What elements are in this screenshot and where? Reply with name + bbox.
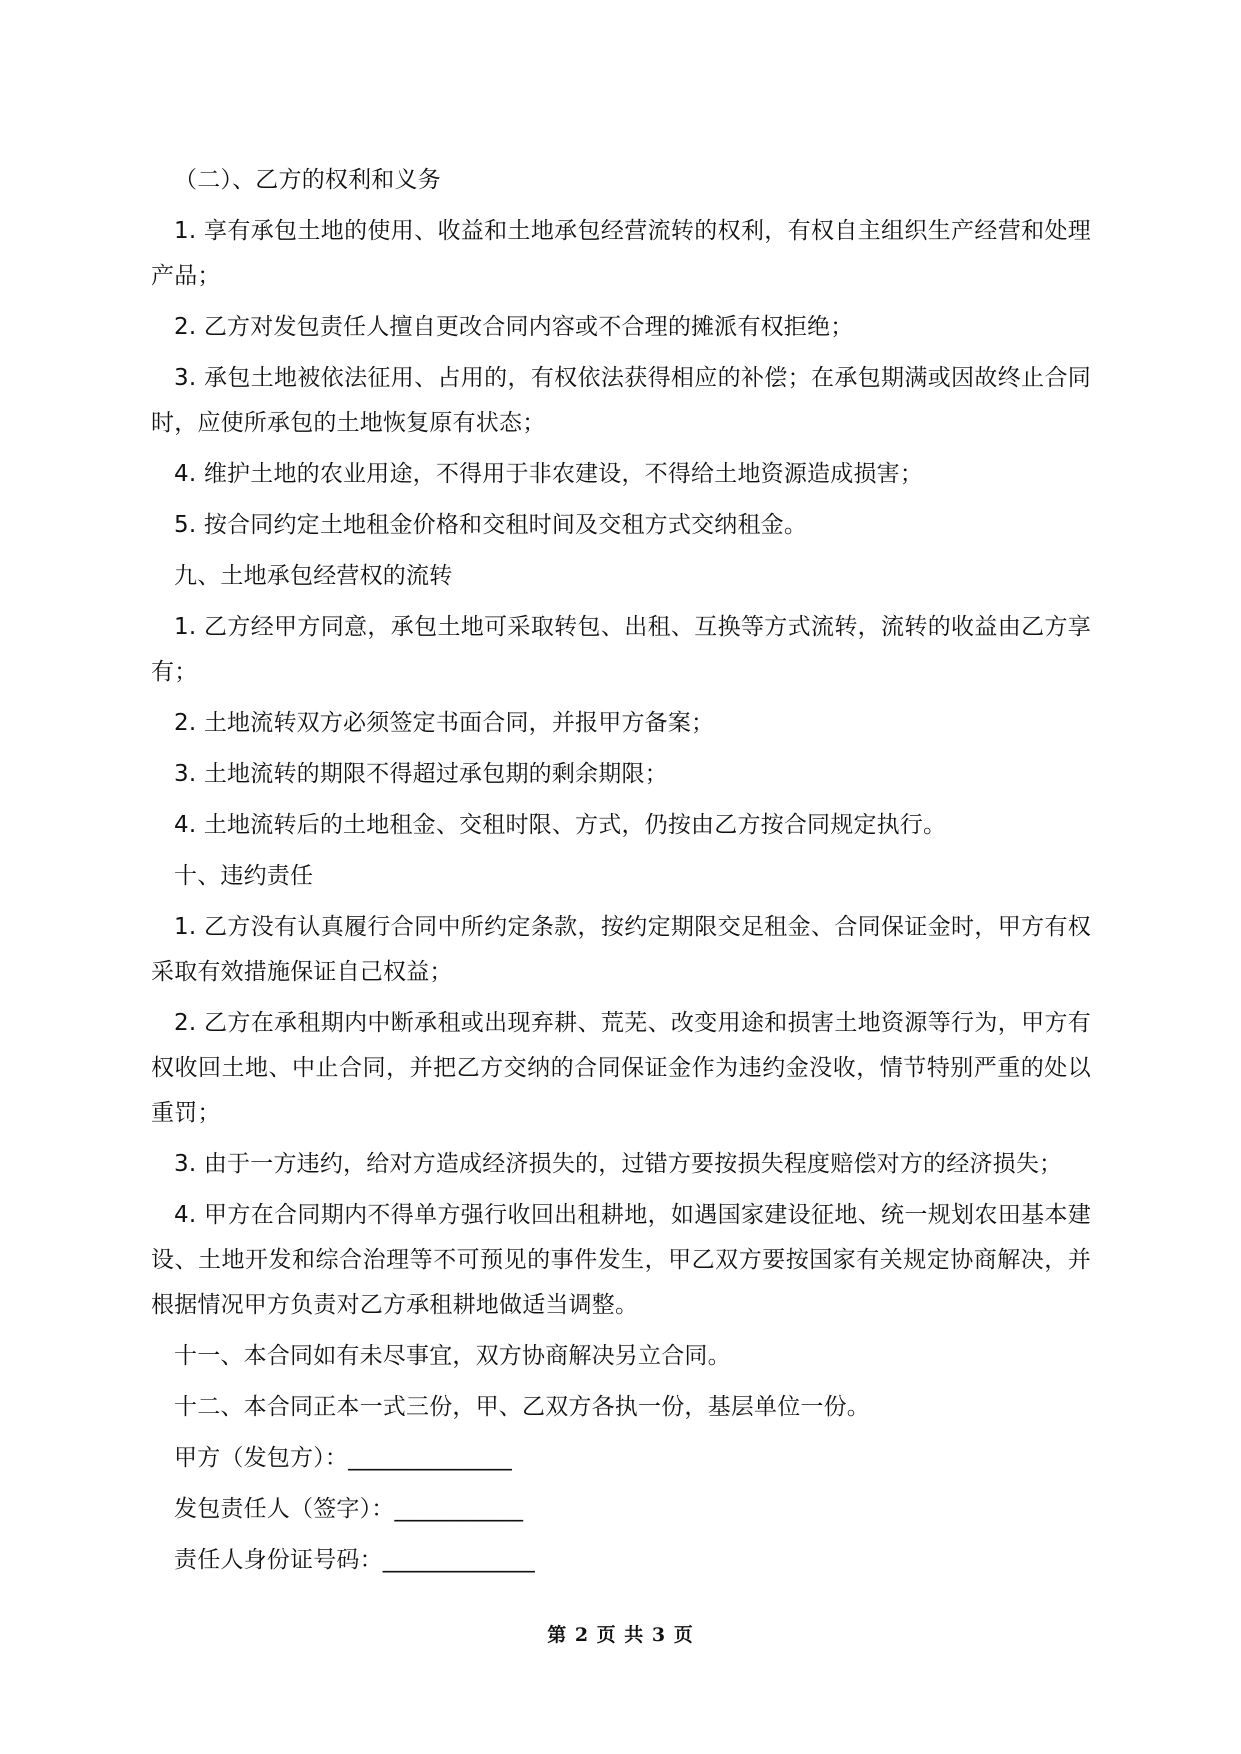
signature-id-number: 责任人身份证号码：_____________ — [174, 1547, 535, 1573]
clause-paragraph: 4. 甲方在合同期内不得单方强行收回出租耕地，如遇国家建设征地、统一规划农田基本建设、土地开发和综合治理等不可预见的事件发生，甲乙双方要按国家有关规定协商解决，并根据情况甲方负责对乙方承租耕地做适当调整。 — [151, 1202, 1091, 1318]
clause-paragraph: 5. 按合同约定土地租金价格和交租时间及交租方式交纳租金。 — [174, 512, 808, 538]
clause-paragraph: 4. 维护土地的农业用途，不得用于非农建设，不得给土地资源造成损害； — [174, 461, 924, 487]
clause-paragraph: 1. 乙方没有认真履行合同中所约定条款，按约定期限交足租金、合同保证金时，甲方有权采取有效措施保证自己权益； — [151, 914, 1091, 985]
clause-paragraph: 2. 乙方对发包责任人擅自更改合同内容或不合理的摊派有权拒绝； — [174, 314, 854, 340]
clause-paragraph: 2. 土地流转双方必须签定书面合同，并报甲方备案； — [174, 710, 715, 736]
section-heading-party-b-rights: （二）、乙方的权利和义务 — [174, 167, 441, 193]
clause-paragraph: 3. 土地流转的期限不得超过承包期的剩余期限； — [174, 761, 668, 787]
clause-paragraph: 1. 享有承包土地的使用、收益和土地承包经营流转的权利，有权自主组织生产经营和处理产品； — [151, 218, 1091, 289]
section-heading-breach: 十、违约责任 — [174, 863, 314, 889]
section-eleven: 十一、本合同如有未尽事宜，双方协商解决另立合同。 — [174, 1343, 731, 1369]
contract-body — [151, 158, 1091, 1589]
section-twelve: 十二、本合同正本一式三份，甲、乙双方各执一份，基层单位一份。 — [174, 1394, 870, 1420]
page-number-footer: 第 2 页 共 3 页 — [547, 1624, 694, 1646]
clause-paragraph: 4. 土地流转后的土地租金、交租时限、方式，仍按由乙方按合同规定执行。 — [174, 812, 947, 838]
clause-paragraph: 3. 由于一方违约，给对方造成经济损失的，过错方要按损失程度赔偿对方的经济损失； — [174, 1151, 1063, 1177]
clause-paragraph: 2. 乙方在承租期内中断承租或出现弃耕、荒芜、改变用途和损害土地资源等行为，甲方有权收回土地、中止合同，并把乙方交纳的合同保证金作为违约金没收，情节特别严重的处以重罚； — [151, 1010, 1091, 1126]
section-heading-transfer: 九、土地承包经营权的流转 — [174, 563, 453, 589]
clause-paragraph: 3. 承包土地被依法征用、占用的，有权依法获得相应的补偿；在承包期满或因故终止合同时，应使所承包的土地恢复原有状态； — [151, 365, 1091, 436]
clause-paragraph: 1. 乙方经甲方同意，承包土地可采取转包、出租、互换等方式流转，流转的收益由乙方享有； — [151, 614, 1091, 685]
signature-responsible-person: 发包责任人（签字）：___________ — [174, 1496, 524, 1522]
signature-party-a: 甲方（发包方）：______________ — [174, 1445, 512, 1471]
